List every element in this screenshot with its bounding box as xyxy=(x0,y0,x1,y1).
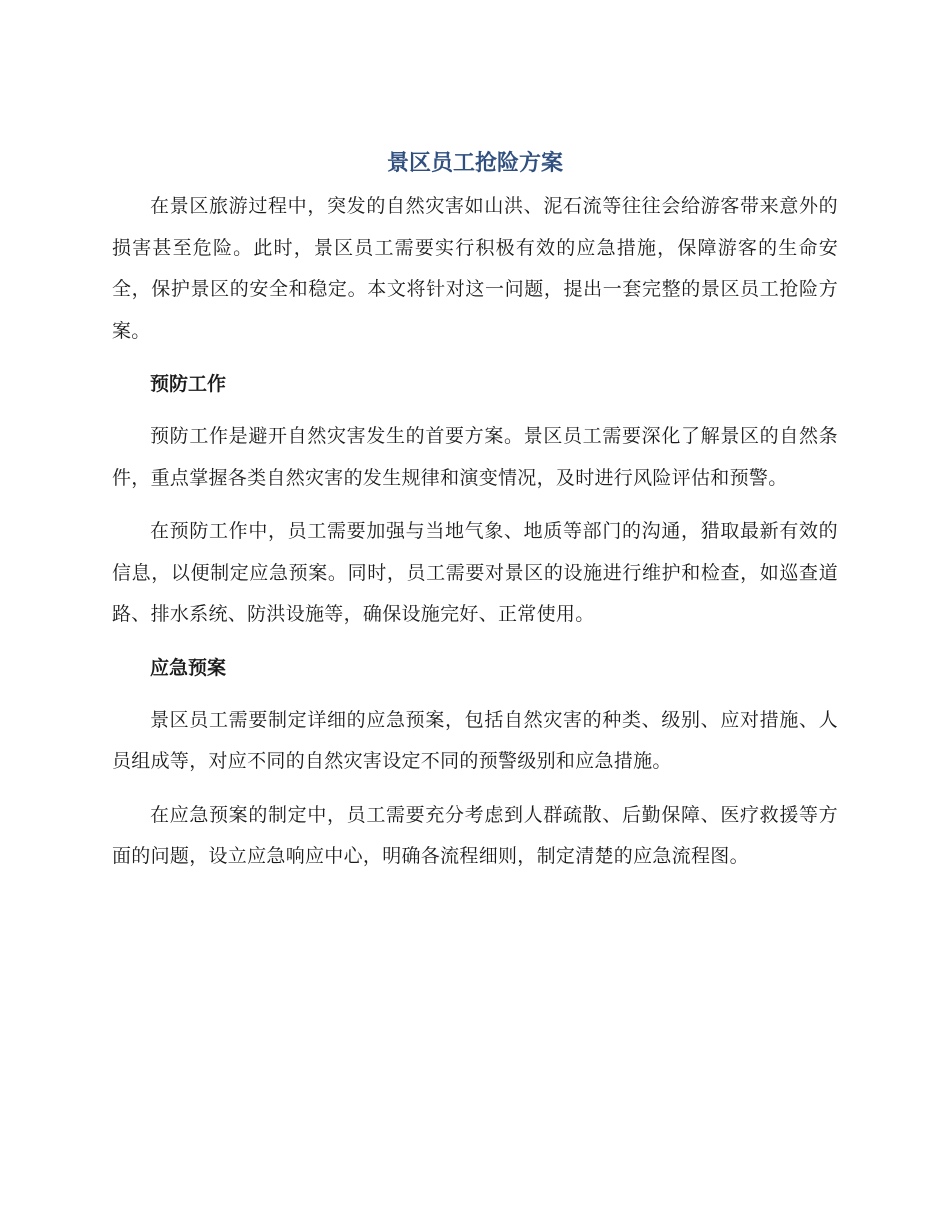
spacer xyxy=(112,402,838,416)
section-heading-prevention: 预防工作 xyxy=(150,373,227,395)
emergency-plan-paragraph-1: 景区员工需要制定详细的应急预案，包括自然灾害的种类、级别、应对措施、人员组成等，对应不同的自然灾害设定不同的预警级别和应急措施。 xyxy=(112,708,838,772)
spacer xyxy=(112,686,838,700)
emergency-plan-paragraph-2: 在应急预案的制定中，员工需要充分考虑到人群疏散、后勤保障、医疗救援等方面的问题，设立应急响应中心，明确各流程细则，制定清楚的应急流程图。 xyxy=(112,803,838,867)
prevention-paragraph-2: 在预防工作中，员工需要加强与当地气象、地质等部门的沟通，猎取最新有效的信息，以便制定应急预案。同时，员工需要对景区的设施进行维护和检查，如巡查道路、排水系统、防洪设施等，确保设施完好、正常使用。 xyxy=(112,520,838,625)
spacer xyxy=(112,783,838,795)
prevention-paragraph-1: 预防工作是避开自然灾害发生的首要方案。景区员工需要深化了解景区的自然条件，重点掌握各类自然灾害的发生规律和演变情况，及时进行风险评估和预警。 xyxy=(112,425,838,489)
intro-paragraph: 在景区旅游过程中，突发的自然灾害如山洪、泥石流等往往会给游客带来意外的损害甚至危险。此时，景区员工需要实行积极有效的应急措施，保障游客的生命安全，保护景区的安全和稳定。本文将针对这一问题，提出一套完整的景区员工抢险方案。 xyxy=(112,195,838,342)
spacer xyxy=(112,352,838,366)
section-heading-emergency-plan: 应急预案 xyxy=(150,656,227,679)
spacer xyxy=(112,636,838,650)
document-title: 景区员工抢险方案 xyxy=(386,151,563,176)
spacer xyxy=(112,499,838,511)
